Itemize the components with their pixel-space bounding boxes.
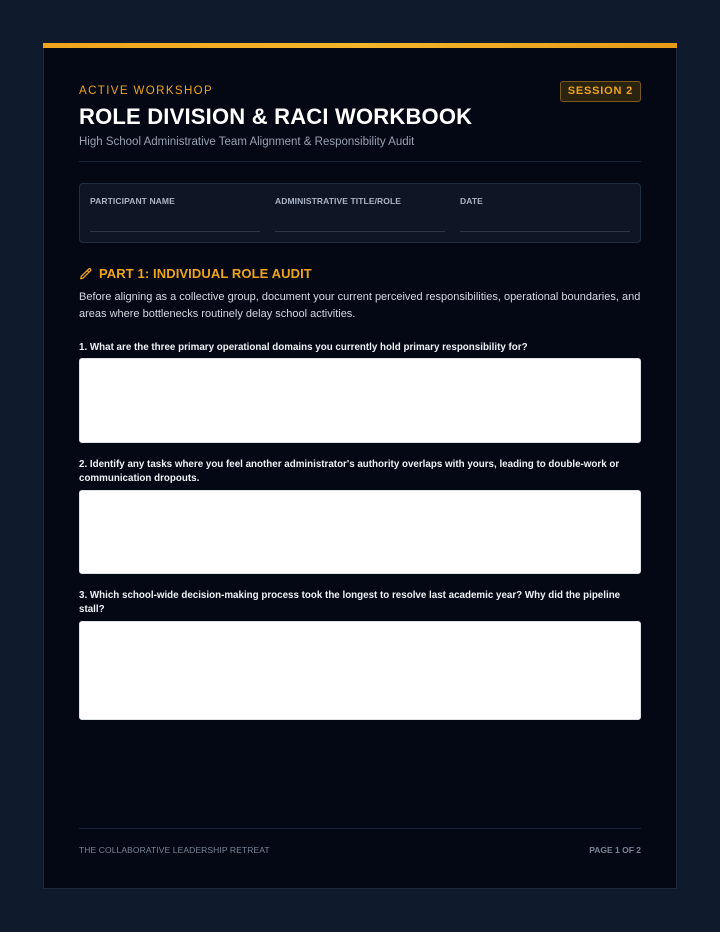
date-label: DATE bbox=[460, 196, 483, 206]
answer-box-1[interactable] bbox=[79, 358, 641, 443]
admin-title-line bbox=[275, 231, 445, 232]
participant-name-line bbox=[90, 231, 260, 232]
admin-title-field[interactable] bbox=[275, 196, 445, 206]
question-2: 2. Identify any tasks where you feel another administrator's authority overlaps with yours, leading to double-work or communication dropouts. bbox=[79, 459, 620, 484]
answer-box-2[interactable] bbox=[79, 490, 641, 574]
footer-page-number: PAGE 1 OF 2 bbox=[589, 845, 641, 855]
footer-retreat-name: THE COLLABORATIVE LEADERSHIP RETREAT bbox=[79, 845, 270, 855]
pencil-icon bbox=[79, 267, 93, 281]
footer-divider bbox=[79, 828, 641, 829]
date-field[interactable] bbox=[460, 196, 630, 206]
workshop-kicker: ACTIVE WORKSHOP bbox=[79, 85, 214, 97]
session-badge: SESSION 2 bbox=[560, 81, 641, 102]
participant-name-field[interactable] bbox=[90, 196, 260, 206]
question-3: 3. Which school-wide decision-making process took the longest to resolve last academic year? Why did the pipeline stall? bbox=[79, 590, 621, 615]
question-1: 1. What are the three primary operational domains you currently hold primary responsibility for? bbox=[79, 342, 528, 353]
workbook-page bbox=[43, 43, 677, 889]
page-subtitle: High School Administrative Team Alignment & Responsibility Audit bbox=[79, 136, 415, 148]
answer-box-3[interactable] bbox=[79, 621, 641, 720]
section-heading bbox=[79, 266, 312, 281]
admin-title-label: ADMINISTRATIVE TITLE/ROLE bbox=[275, 196, 402, 206]
page-content bbox=[79, 48, 641, 888]
page-title: ROLE DIVISION & RACI WORKBOOK bbox=[79, 104, 473, 129]
date-line bbox=[460, 231, 630, 232]
section-intro: Before aligning as a collective group, document your current perceived responsibilities, operational boundaries, and areas where bottlenecks routinely delay school activities. bbox=[79, 291, 641, 320]
header-divider bbox=[79, 161, 641, 162]
section-title: PART 1: INDIVIDUAL ROLE AUDIT bbox=[99, 266, 312, 281]
participant-name-label: PARTICIPANT NAME bbox=[90, 196, 175, 206]
participant-info-box bbox=[79, 183, 641, 243]
